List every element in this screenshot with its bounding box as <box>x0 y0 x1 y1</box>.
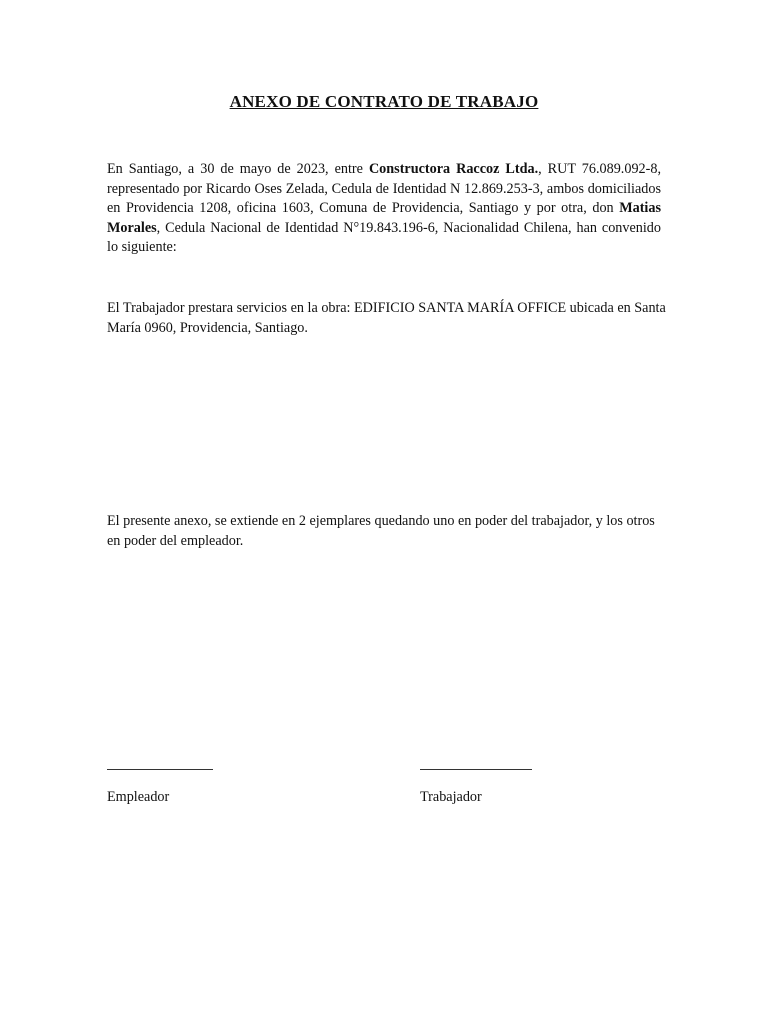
intro-text-2: , RUT 76.089.092-8, representado por Ricardo Oses Zelada, Cedula de Identidad N 12.869.253-3, ambos domiciliados en Providencia 1208, oficina 1603, Comuna de Providencia, Santiago y por otra, don <box>107 161 661 216</box>
services-paragraph: El Trabajador prestara servicios en la obra: EDIFICIO SANTA MARÍA OFFICE ubicada en Santa María 0960, Providencia, Santiago. <box>107 300 666 336</box>
company-name: Constructora Raccoz Ltda. <box>368 161 539 177</box>
worker-signature-line <box>420 769 532 770</box>
intro-text-1: En Santiago, a 30 de mayo de 2023, entre <box>107 161 369 177</box>
copies-paragraph: El presente anexo, se extiende en 2 ejemplares quedando uno en poder del trabajador, y los otros en poder del empleador. <box>107 513 655 549</box>
employer-signature-label: Empleador <box>107 789 170 805</box>
worker-signature-label: Trabajador <box>420 789 482 805</box>
employer-signature-line <box>107 769 213 770</box>
intro-text-3: , Cedula Nacional de Identidad N°19.843.196-6, Nacionalidad Chilena, han convenido lo siguiente: <box>107 219 661 255</box>
document-title: ANEXO DE CONTRATO DE TRABAJO <box>229 92 539 111</box>
worker-name: Matias Morales <box>107 200 661 236</box>
intro-paragraph <box>107 160 661 258</box>
